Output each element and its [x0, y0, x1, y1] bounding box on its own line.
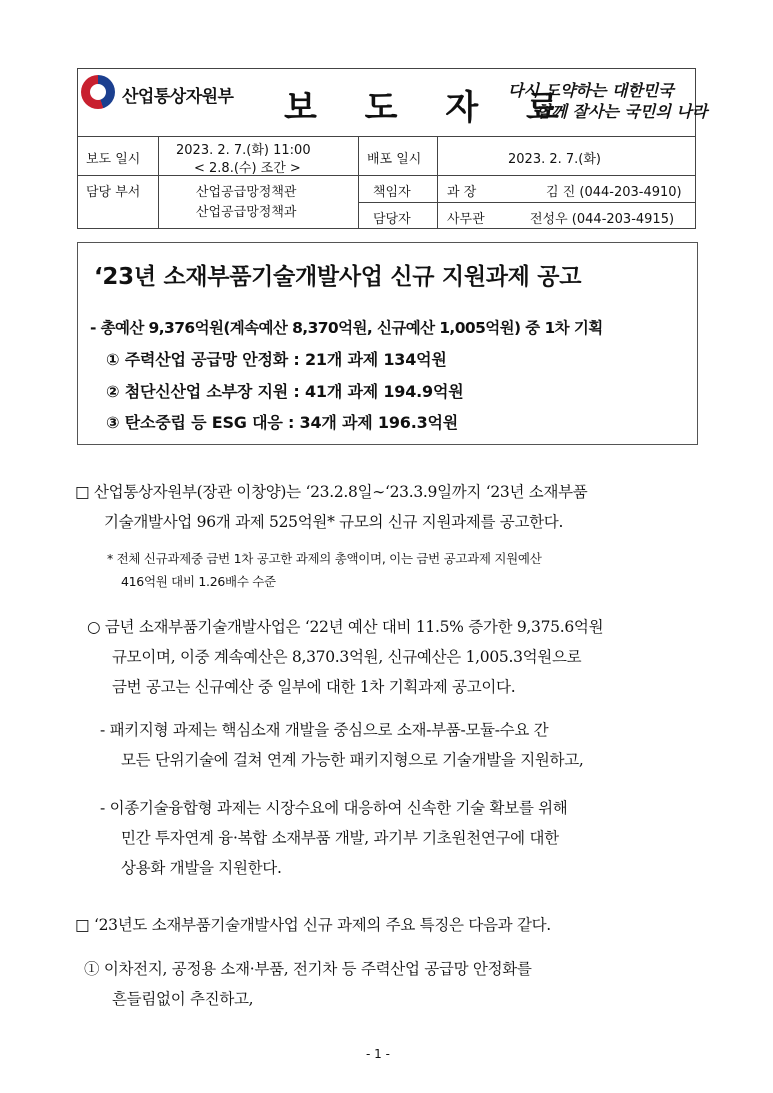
- release-time-label: 보도 일시: [86, 152, 141, 167]
- footnote-line-2: 416억원 대비 1.26배수 수준: [121, 574, 276, 589]
- release-embargo-value: < 2.8.(수) 조간 >: [194, 161, 301, 176]
- paragraph-2-line-1: ○ 금년 소재부품기술개발사업은 ‘22년 예산 대비 11.5% 증가한 9,375.6억원: [87, 618, 604, 636]
- paragraph-1-line-1: □ 산업통상자원부(장관 이창양)는 ‘23.2.8일∼‘23.3.9일까지 ‘23년 소재부품: [75, 483, 588, 501]
- headline: ‘23년 소재부품기술개발사업 신규 지원과제 공고: [94, 264, 582, 290]
- press-release-title: 보 도 자 료: [284, 88, 577, 128]
- distribution-label: 배포 일시: [367, 152, 422, 167]
- staff-label: 담당자: [373, 212, 411, 227]
- slogan-line-2: 함께 잘사는 국민의 나라: [536, 102, 708, 121]
- detail-2-line-2: 민간 투자연계 융·복합 소재부품 개발, 과기부 기초원천연구에 대한: [121, 829, 559, 847]
- staff-name: 전성우 (044-203-4915): [530, 212, 675, 227]
- ministry-name: 산업통상자원부: [122, 87, 234, 107]
- staff-position: 사무관: [447, 212, 485, 227]
- detail-2-line-3: 상용화 개발을 지원한다.: [121, 859, 282, 877]
- header-divider: [77, 136, 696, 137]
- head-label: 책임자: [373, 185, 411, 200]
- head-name: 김 진 (044-203-4910): [546, 185, 682, 200]
- budget-summary: - 총예산 9,376억원(계속예산 8,370억원, 신규예산 1,005억원) 중 1차 기획: [90, 319, 603, 337]
- summary-item: ① 주력산업 공급망 안정화 : 21개 과제 134억원: [106, 350, 447, 369]
- head-position: 과 장: [447, 185, 477, 200]
- header-divider: [77, 175, 696, 176]
- department-label: 담당 부서: [86, 185, 141, 200]
- paragraph-2-line-3: 금번 공고는 신규예산 중 일부에 대한 1차 기획과제 공고이다.: [112, 678, 516, 696]
- paragraph-4-line-2: 흔들림없이 추진하고,: [112, 990, 254, 1008]
- detail-1-line-2: 모든 단위기술에 걸쳐 연계 가능한 패키지형으로 기술개발을 지원하고,: [121, 751, 584, 769]
- paragraph-4-line-1: ① 이차전지, 공정용 소재·부품, 전기차 등 주력산업 공급망 안정화를: [84, 960, 532, 978]
- paragraph-2-line-2: 규모이며, 이중 계속예산은 8,370.3억원, 신규예산은 1,005.3억원으로: [112, 648, 582, 666]
- release-time-value: 2023. 2. 7.(화) 11:00: [176, 143, 311, 158]
- summary-item: ② 첨단신산업 소부장 지원 : 41개 과제 194.9억원: [106, 382, 464, 401]
- department-line-1: 산업공급망정책관: [196, 185, 297, 200]
- distribution-value: 2023. 2. 7.(화): [508, 152, 601, 167]
- header-divider: [358, 136, 359, 229]
- paragraph-3: □ ‘23년도 소재부품기술개발사업 신규 과제의 주요 특징은 다음과 같다.: [75, 916, 551, 934]
- paragraph-1-line-2: 기술개발사업 96개 과제 525억원* 규모의 신규 지원과제를 공고한다.: [104, 513, 564, 531]
- header-divider: [437, 136, 438, 229]
- slogan-line-1: 다시 도약하는 대한민국: [508, 81, 674, 100]
- header-divider: [158, 136, 159, 229]
- detail-2-line-1: - 이종기술융합형 과제는 시장수요에 대응하여 신속한 기술 확보를 위해: [100, 799, 568, 817]
- footnote-line-1: * 전체 신규과제중 금번 1차 공고한 과제의 총액이며, 이는 금번 공고과제 지원예산: [107, 551, 542, 566]
- page-number: - 1 -: [366, 1047, 390, 1061]
- header-divider: [358, 202, 696, 203]
- summary-item: ③ 탄소중립 등 ESG 대응 : 34개 과제 196.3억원: [106, 413, 459, 432]
- ministry-logo: [81, 75, 115, 109]
- department-line-2: 산업공급망정책과: [196, 205, 297, 220]
- detail-1-line-1: - 패키지형 과제는 핵심소재 개발을 중심으로 소재-부품-모듈-수요 간: [100, 721, 549, 739]
